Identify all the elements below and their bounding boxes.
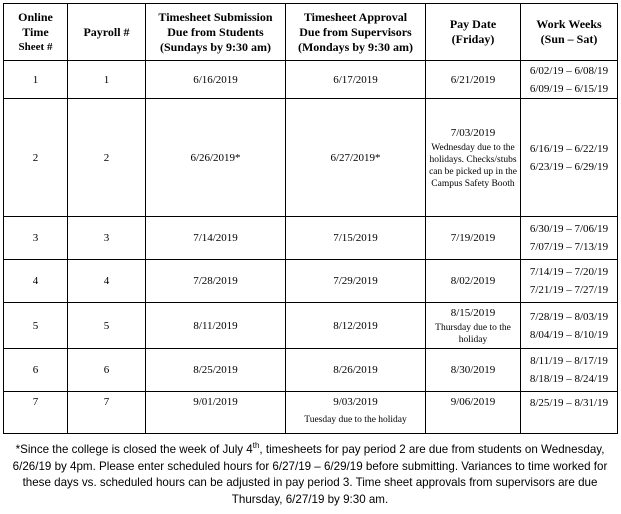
cell-sheet: 5 xyxy=(4,303,68,349)
work-week: 6/30/19 – 7/06/19 xyxy=(529,223,609,235)
cell-payroll: 6 xyxy=(68,349,146,392)
work-week: 6/09/19 – 6/15/19 xyxy=(529,82,609,95)
cell-sheet: 6 xyxy=(4,349,68,392)
cell-sheet: 7 xyxy=(4,392,68,434)
header-online-time-sheet xyxy=(4,4,68,61)
cell-sheet: 3 xyxy=(4,217,68,260)
cell-approval xyxy=(286,392,426,434)
table-row xyxy=(4,349,618,392)
header-row xyxy=(4,4,618,61)
cell-approval: 8/26/2019 xyxy=(286,349,426,392)
cell-approval: 6/17/2019 xyxy=(286,61,426,99)
cell-payroll: 2 xyxy=(68,99,146,217)
cell-pay-date xyxy=(426,99,521,217)
header-line: (Sun – Sat) xyxy=(540,32,598,46)
header-line: Due from Supervisors xyxy=(299,24,412,39)
table-row xyxy=(4,260,618,303)
cell-work-weeks xyxy=(521,260,618,303)
header-line: Payroll # xyxy=(83,24,130,39)
cell-work-weeks xyxy=(521,392,618,434)
cell-sheet: 2 xyxy=(4,99,68,217)
table-row xyxy=(4,217,618,260)
cell-payroll: 3 xyxy=(68,217,146,260)
header-work-weeks xyxy=(521,4,618,61)
cell-work-weeks xyxy=(521,61,618,99)
cell-approval: 8/12/2019 xyxy=(286,303,426,349)
header-payroll xyxy=(68,4,146,61)
work-week: 8/18/19 – 8/24/19 xyxy=(529,373,609,385)
work-week: 7/21/19 – 7/27/19 xyxy=(529,284,609,296)
work-week: 7/07/19 – 7/13/19 xyxy=(529,241,609,253)
approval-note: Tuesday due to the holiday xyxy=(304,415,407,425)
pay-date-value: 7/03/2019 xyxy=(450,126,496,139)
approval-value: 9/03/2019 xyxy=(333,396,378,408)
payroll-schedule-table xyxy=(3,3,618,434)
work-week: 6/23/19 – 6/29/19 xyxy=(529,160,609,173)
cell-pay-date xyxy=(426,303,521,349)
cell-approval: 6/27/2019* xyxy=(286,99,426,217)
cell-submission: 6/16/2019 xyxy=(146,61,286,99)
cell-payroll: 4 xyxy=(68,260,146,303)
table-row xyxy=(4,99,618,217)
footnote-superscript: th xyxy=(252,441,260,451)
header-approval xyxy=(286,4,426,61)
footnote-part1: *Since the college is closed the week of July 4 xyxy=(15,443,253,456)
cell-submission: 8/25/2019 xyxy=(146,349,286,392)
pay-date-value: 8/15/2019 xyxy=(450,306,496,319)
cell-sheet: 1 xyxy=(4,61,68,99)
header-submission xyxy=(146,4,286,61)
cell-payroll: 7 xyxy=(68,392,146,434)
cell-pay-date: 6/21/2019 xyxy=(426,61,521,99)
header-line: (Friday) xyxy=(451,32,495,46)
cell-pay-date: 9/06/2019 xyxy=(426,392,521,434)
table-row xyxy=(4,392,618,434)
header-line: Online xyxy=(18,9,53,24)
header-line: (Mondays by 9:30 am) xyxy=(297,39,413,54)
cell-work-weeks xyxy=(521,303,618,349)
cell-submission: 8/11/2019 xyxy=(146,303,286,349)
cell-work-weeks xyxy=(521,349,618,392)
table-row xyxy=(4,303,618,349)
cell-submission: 6/26/2019* xyxy=(146,99,286,217)
cell-submission: 7/28/2019 xyxy=(146,260,286,303)
cell-pay-date: 8/02/2019 xyxy=(426,260,521,303)
cell-payroll: 5 xyxy=(68,303,146,349)
cell-pay-date: 8/30/2019 xyxy=(426,349,521,392)
header-line: Time xyxy=(22,24,49,39)
cell-sheet: 4 xyxy=(4,260,68,303)
header-pay-date xyxy=(426,4,521,61)
pay-date-note: Wednesday due to the holidays. Checks/stubs can be picked up in the Campus Safety Booth xyxy=(429,142,517,189)
cell-submission: 7/14/2019 xyxy=(146,217,286,260)
table-row xyxy=(4,61,618,99)
pay-date-note: Thursday due to the holiday xyxy=(435,322,511,345)
work-week: 6/16/19 – 6/22/19 xyxy=(529,142,609,155)
cell-work-weeks xyxy=(521,99,618,217)
work-week: 7/28/19 – 8/03/19 xyxy=(529,310,609,323)
cell-submission: 9/01/2019 xyxy=(146,392,286,434)
cell-payroll: 1 xyxy=(68,61,146,99)
header-line: (Sundays by 9:30 am) xyxy=(159,39,272,54)
work-week: 8/25/19 – 8/31/19 xyxy=(529,397,609,409)
work-week: 7/14/19 – 7/20/19 xyxy=(529,266,609,278)
cell-pay-date: 7/19/2019 xyxy=(426,217,521,260)
work-week: 6/02/19 – 6/08/19 xyxy=(529,64,609,77)
cell-approval: 7/29/2019 xyxy=(286,260,426,303)
header-line: Work Weeks xyxy=(536,17,602,31)
header-line: Timesheet Submission xyxy=(158,9,273,24)
header-line: Sheet # xyxy=(18,40,53,53)
footnote xyxy=(6,442,614,508)
work-week: 8/11/19 – 8/17/19 xyxy=(530,355,608,367)
cell-work-weeks xyxy=(521,217,618,260)
header-line: Pay Date xyxy=(449,17,497,31)
cell-approval: 7/15/2019 xyxy=(286,217,426,260)
footnote-part2: , timesheets for pay period 2 are due from students on Wednesday, 6/26/19 by 4pm. Please enter scheduled hours for 6/27/19 – 6/29/19 before submitting. Variances to time worked for these days vs. scheduled hours can be adjusted in pay period 3. Time sheet approvals from supervisors are due Thursday, 6/27/19 by 9:30 am. xyxy=(12,443,608,506)
header-line: Timesheet Approval xyxy=(303,9,408,24)
header-line: Due from Students xyxy=(167,24,264,39)
work-week: 8/04/19 – 8/10/19 xyxy=(529,328,609,341)
